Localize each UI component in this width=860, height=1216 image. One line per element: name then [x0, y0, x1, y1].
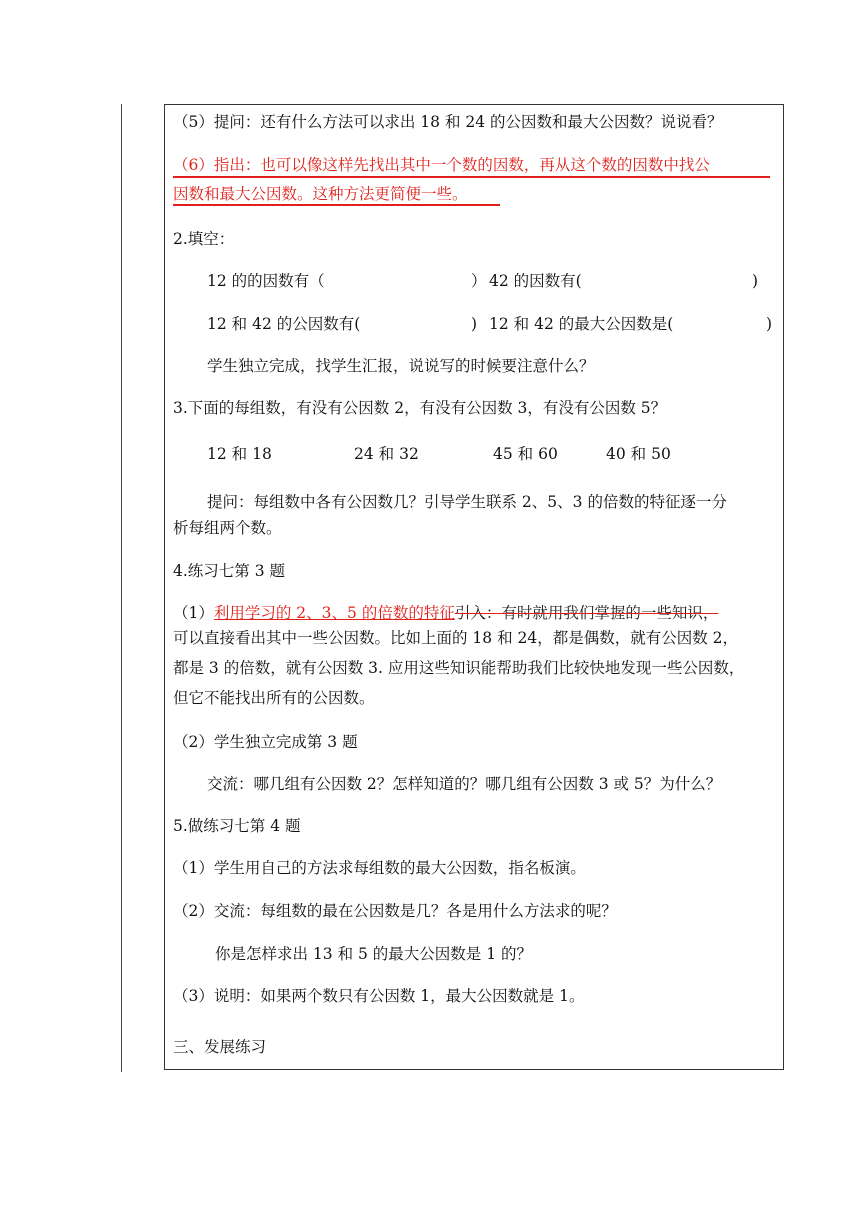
section-3-ask-line-1: 提问：每组数中各有公因数几？引导学生联系 2、5、3 的倍数的特征逐一分	[207, 493, 727, 511]
section-2-note: 学生独立完成，找学生汇报，说说写的时候要注意什么？	[207, 357, 595, 375]
number-group-1: 12 和 18	[207, 445, 272, 463]
number-group-2: 24 和 32	[354, 445, 419, 463]
point-6-line-2: 因数和最大公因数。这种方法更简便一些。	[173, 185, 468, 203]
section-5-item-2: （2）交流：每组数的最在公因数是几？各是用什么方法求的呢？	[173, 902, 617, 920]
table-cell-frame	[164, 104, 784, 1070]
section-2-title: 2.填空：	[173, 230, 235, 248]
section-5-item-1: （1）学生用自己的方法求每组数的最大公因数，指名板演。	[173, 859, 586, 877]
red-underline-1	[173, 176, 770, 178]
section-development-practice: 三、发展练习	[173, 1038, 267, 1056]
section-4-title: 4.练习七第 3 题	[173, 562, 286, 580]
section-4-item-1-line-1	[173, 602, 718, 624]
fill-blank-max-close: )	[766, 315, 773, 333]
fill-blank-common-factors: 12 和 42 的公因数有(	[207, 315, 361, 333]
section-5-title: 5.做练习七第 4 题	[173, 817, 301, 835]
section-3-ask-line-2: 析每组两个数。	[173, 519, 282, 537]
section-4-exchange: 交流：哪几组有公因数 2？怎样知道的？哪几组有公因数 3 或 5？为什么？	[207, 775, 722, 793]
section-4-item-2: （2）学生独立完成第 3 题	[173, 733, 358, 751]
section-4-item-1-line-2: 可以直接看出其中一些公因数。比如上面的 18 和 24，都是偶数，就有公因数 2，	[173, 629, 739, 647]
section-5-item-3: （3）说明：如果两个数只有公因数 1，最大公因数就是 1。	[173, 987, 585, 1005]
item-1-red-insertion: 利用学习的 2、3、5 的倍数的特征	[213, 604, 455, 622]
fill-blank-common-close: )	[471, 315, 478, 333]
section-3-title: 3.下面的每组数，有没有公因数 2，有没有公因数 3，有没有公因数 5？	[173, 399, 667, 417]
number-group-3: 45 和 60	[493, 445, 558, 463]
fill-blank-12-close: ）	[471, 272, 487, 290]
fill-blank-12-factors: 12 的的因数有（	[207, 272, 325, 290]
fill-blank-max-factor: 12 和 42 的最大公因数是(	[489, 315, 674, 333]
section-4-item-1-line-4: 但它不能找出所有的公因数。	[173, 689, 375, 707]
section-4-item-1-line-3: 都是 3 的倍数，就有公因数 3. 应用这些知识能帮助我们比较快地发现一些公因数，	[173, 659, 745, 677]
section-5-question: 你是怎样求出 13 和 5 的最大公因数是 1 的？	[215, 945, 533, 963]
fill-blank-42-close: )	[752, 272, 759, 290]
margin-rule	[121, 104, 122, 1072]
red-underline-2	[173, 204, 500, 206]
fill-blank-42-factors: 42 的因数有(	[489, 272, 582, 290]
number-group-4: 40 和 50	[606, 445, 671, 463]
question-5: （5）提问：还有什么方法可以求出 18 和 24 的公因数和最大公因数？说说看？	[173, 113, 723, 131]
point-6-line-1: （6）指出：也可以像这样先找出其中一个数的因数，再从这个数的因数中找公	[173, 156, 710, 174]
item-1-struck-text: 引入：有时就用我们掌握的一些知识，	[454, 604, 719, 622]
item-1-prefix: （1）	[173, 604, 214, 622]
